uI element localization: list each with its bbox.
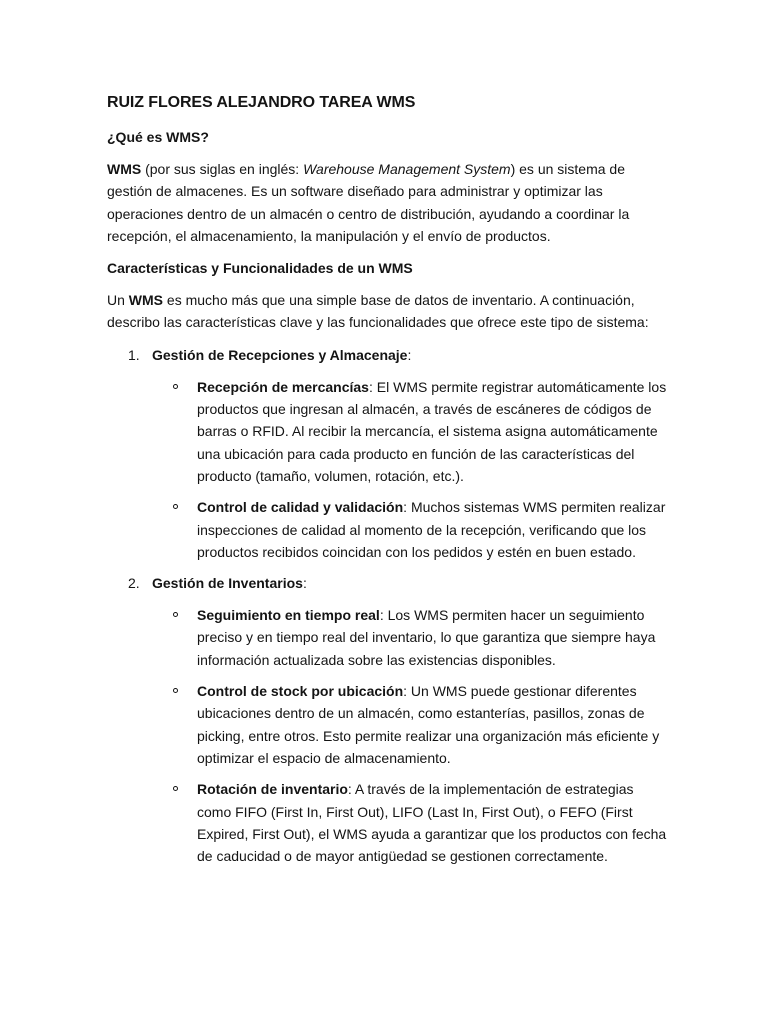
sub-item-title: Control de calidad y validación	[197, 499, 404, 516]
sub-item-text: : El WMS permite registrar automáticamente los productos que ingresan al almacén, a través de escáneres de códigos de barras o RFID. Al recibir la mercancía, el sistema asigna automáticamente una ubicación para cada producto en función de las características del producto (tamaño, volumen, rotación, etc.).	[197, 378, 667, 484]
sub-item-title: Rotación de inventario	[197, 781, 348, 798]
list-item	[107, 344, 667, 366]
circle-bullet-icon	[173, 688, 178, 693]
sub-list-item	[107, 496, 667, 563]
sub-item-title: Seguimiento en tiempo real	[197, 607, 380, 624]
list-item-suffix: :	[407, 346, 412, 363]
sub-item-text: : Muchos sistemas WMS permiten realizar inspecciones de calidad al momento de la recepción, verificando que los productos recibidos coincidan con los pedidos y estén en buen estado.	[197, 499, 666, 560]
intro-paragraph	[107, 158, 667, 247]
list-item-title: Gestión de Recepciones y Almacenaje	[152, 346, 408, 363]
sub-item-text: : Los WMS permiten hacer un seguimiento preciso y en tiempo real del inventario, lo que garantiza que siempre haya información actualizada sobre las existencias disponibles.	[197, 607, 656, 668]
sub-item-text: : Un WMS puede gestionar diferentes ubicaciones dentro de un almacén, como estanterías, pasillos, zonas de picking, entre otros. Esto permite realizar una organización más eficiente y optimizar el espacio de almacenamiento.	[197, 683, 660, 766]
question-heading: ¿Qué es WMS?	[107, 129, 209, 145]
circle-bullet-icon	[173, 384, 178, 389]
circle-bullet-icon	[173, 786, 178, 791]
circle-bullet-icon	[173, 612, 178, 617]
list-item-title: Gestión de Inventarios	[152, 575, 303, 592]
sub-list-item	[107, 376, 667, 487]
sub-item-title: Recepción de mercancías	[197, 378, 369, 395]
intro-pre: (por sus siglas en inglés:	[141, 161, 304, 177]
sub-list-item	[107, 778, 667, 867]
document-title: RUIZ FLORES ALEJANDRO TAREA WMS	[107, 94, 416, 111]
sub-list-item	[107, 680, 667, 769]
list-number: 1.	[128, 346, 140, 363]
sub-item-title: Control de stock por ubicación	[197, 683, 404, 700]
document-page	[107, 90, 667, 876]
intro-post: ) es un sistema de gestión de almacenes. Es un software diseñado para administrar y optimizar las operaciones dentro de un almacén o centro de distribución, ayudando a coordinar la recepción, el almacenamiento, la manipulación y el envío de productos.	[107, 161, 630, 244]
list-item	[107, 572, 667, 594]
circle-bullet-icon	[173, 504, 178, 509]
section-intro-paragraph	[107, 289, 667, 334]
section-intro-pre: Un	[107, 292, 129, 309]
sub-item-text: : A través de la implementación de estrategias como FIFO (First In, First Out), LIFO (Last In, First Out), o FEFO (First Expired, First Out), el WMS ayuda a garantizar que los productos con fecha de caducidad o de mayor antigüedad se gestionen correctamente.	[197, 781, 667, 865]
intro-italic: Warehouse Management System	[303, 161, 511, 177]
sub-list-item	[107, 604, 667, 671]
section-intro-post: es mucho más que una simple base de datos de inventario. A continuación, describo las características clave y las funcionalidades que ofrece este tipo de sistema:	[107, 292, 649, 331]
list-number: 2.	[128, 575, 140, 592]
section-intro-term: WMS	[128, 292, 164, 309]
list-item-suffix: :	[302, 575, 307, 592]
intro-term: WMS	[107, 161, 142, 177]
section-heading: Características y Funcionalidades de un WMS	[107, 260, 413, 277]
